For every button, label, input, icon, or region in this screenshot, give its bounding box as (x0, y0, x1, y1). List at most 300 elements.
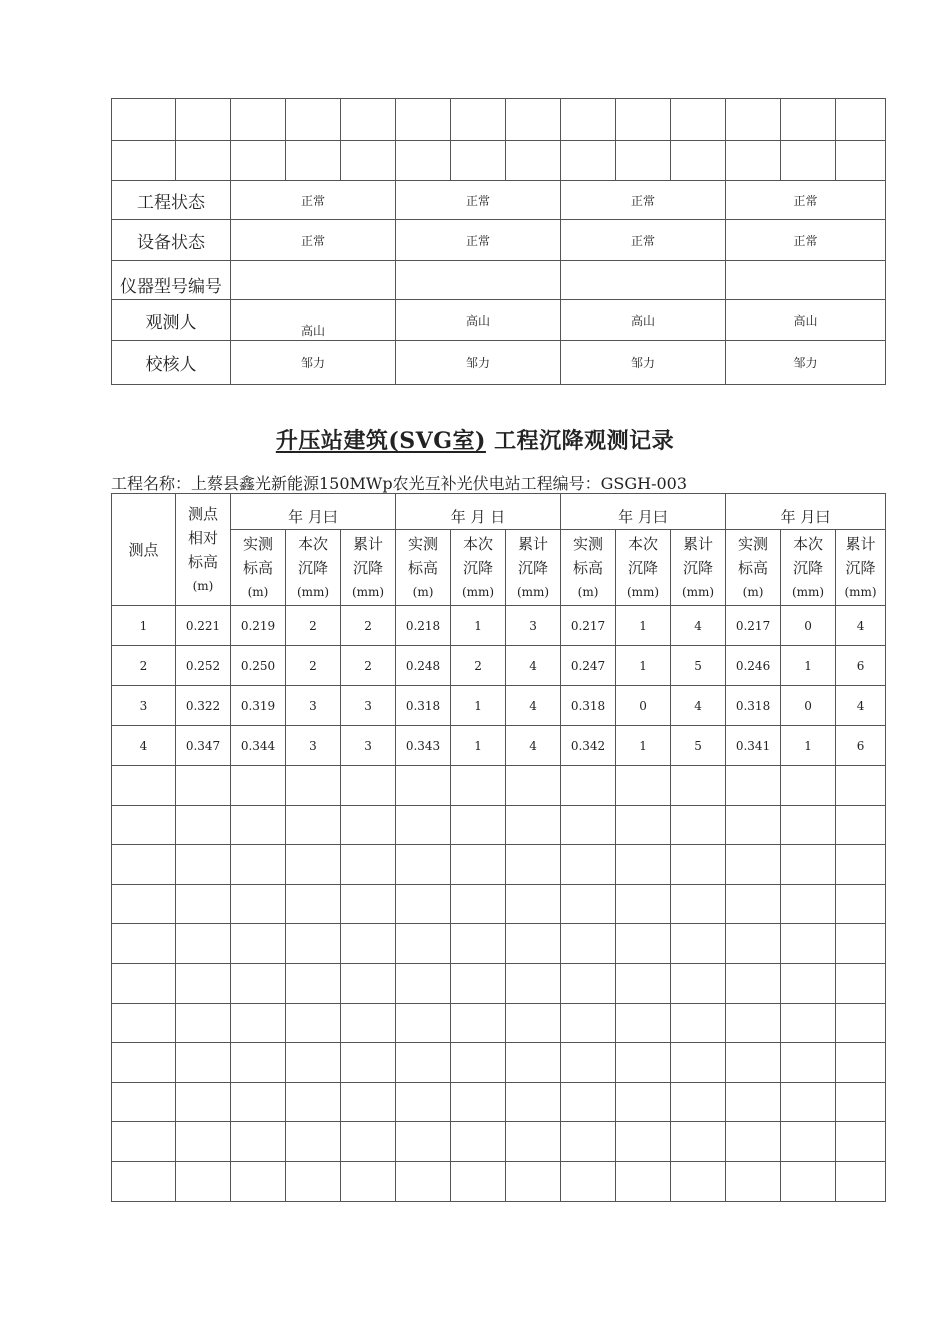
header-unit: (mm) (461, 584, 495, 599)
blank-cell (561, 1082, 616, 1122)
relative-elev-header (176, 494, 231, 606)
document-title-underlined: 升压站建筑(SVG室) (275, 428, 486, 454)
blank-cell (616, 1003, 671, 1043)
header-line: 沉降 (628, 558, 659, 577)
blank-cell (781, 845, 836, 885)
header-line: 本次 (297, 534, 328, 553)
row-label: 校核人 (112, 341, 231, 385)
blank-cell (286, 884, 341, 924)
blank-cell (781, 1043, 836, 1083)
point-number-cell: 3 (112, 686, 176, 726)
blank-cell (396, 805, 451, 845)
blank-cell (671, 963, 726, 1003)
blank-cell (781, 1003, 836, 1043)
blank-cell (726, 141, 781, 181)
blank-cell (286, 766, 341, 806)
blank-cell (671, 766, 726, 806)
blank-cell (341, 1003, 396, 1043)
table-row (112, 606, 886, 646)
table-row (112, 646, 886, 686)
blank-cell (671, 805, 726, 845)
blank-cell (396, 845, 451, 885)
blank-cell (176, 1003, 231, 1043)
blank-cell (561, 1043, 616, 1083)
value-cell: 2 (341, 646, 396, 686)
header-line: 标高 (573, 558, 604, 577)
blank-cell (726, 1043, 781, 1083)
value-cell: 0.343 (396, 726, 451, 766)
blank-cell (671, 99, 726, 141)
value-cell: 2 (286, 646, 341, 686)
cumulative-settlement-header (671, 530, 726, 606)
blank-cell (341, 766, 396, 806)
blank-cell (451, 1003, 506, 1043)
blank-cell (451, 963, 506, 1003)
header-line: 本次 (793, 534, 824, 553)
blank-cell (726, 1161, 781, 1201)
blank-cell (341, 141, 396, 181)
value-cell: 1 (451, 606, 506, 646)
blank-cell (561, 1122, 616, 1162)
instrument-cell (561, 261, 726, 300)
blank-cell (616, 963, 671, 1003)
point-number-cell: 2 (112, 646, 176, 686)
value-cell: 0.248 (396, 646, 451, 686)
status-row-engineering (112, 181, 886, 220)
header-line: 标高 (408, 558, 439, 577)
value-cell: 2 (341, 606, 396, 646)
blank-cell (451, 924, 506, 964)
checker-cell: 邹力 (726, 341, 886, 385)
blank-cell (561, 924, 616, 964)
blank-cell (836, 141, 886, 181)
value-cell: 0 (781, 686, 836, 726)
this-settlement-header (286, 530, 341, 606)
point-number-cell: 4 (112, 726, 176, 766)
value-cell: 0.318 (561, 686, 616, 726)
blank-cell (396, 1082, 451, 1122)
blank-cell (836, 1161, 886, 1201)
blank-cell (341, 884, 396, 924)
status-cell: 正常 (561, 181, 726, 220)
blank-cell (286, 1043, 341, 1083)
empty-row (112, 845, 886, 885)
top-status-table (111, 98, 886, 385)
date-header: 年 月曰 (231, 494, 396, 530)
value-cell: 3 (286, 686, 341, 726)
blank-cell (781, 1082, 836, 1122)
value-cell: 0.341 (726, 726, 781, 766)
value-cell: 0.322 (176, 686, 231, 726)
blank-cell (726, 884, 781, 924)
header-line: 本次 (463, 534, 494, 553)
value-cell: 0.217 (561, 606, 616, 646)
blank-cell (781, 884, 836, 924)
blank-cell (616, 805, 671, 845)
header-line: 相对 (187, 528, 218, 547)
blank-cell (176, 141, 231, 181)
value-cell: 4 (836, 686, 886, 726)
blank-cell (286, 924, 341, 964)
value-cell: 0 (781, 606, 836, 646)
blank-cell (561, 963, 616, 1003)
table-row (112, 686, 886, 726)
header-line: 标高 (738, 558, 769, 577)
blank-cell (231, 963, 286, 1003)
blank-cell (726, 805, 781, 845)
value-cell: 4 (671, 686, 726, 726)
observer-cell: 高山 (726, 300, 886, 341)
blank-cell (176, 99, 231, 141)
value-cell: 3 (341, 726, 396, 766)
blank-cell (726, 845, 781, 885)
blank-cell (176, 1161, 231, 1201)
header-unit: (mm) (791, 584, 825, 599)
blank-cell (726, 924, 781, 964)
header-unit: (mm) (844, 584, 877, 599)
value-cell: 0.252 (176, 646, 231, 686)
status-cell: 正常 (726, 220, 886, 261)
value-cell: 0.318 (396, 686, 451, 726)
header-unit: (mm) (626, 584, 660, 599)
blank-cell (781, 141, 836, 181)
blank-cell (451, 766, 506, 806)
header-unit: (mm) (516, 584, 550, 599)
measured-elev-header (561, 530, 616, 606)
blank-cell (176, 1122, 231, 1162)
header-line: 沉降 (353, 558, 384, 577)
date-header: 年 月曰 (561, 494, 726, 530)
blank-cell (726, 963, 781, 1003)
blank-cell (112, 766, 176, 806)
blank-cell (781, 924, 836, 964)
date-header-row (112, 494, 886, 530)
blank-cell (112, 963, 176, 1003)
blank-cell (781, 766, 836, 806)
blank-cell (561, 884, 616, 924)
status-cell: 正常 (396, 220, 561, 261)
header-line: 测点 (187, 504, 218, 523)
this-settlement-header (616, 530, 671, 606)
value-cell: 1 (451, 726, 506, 766)
blank-cell (671, 1082, 726, 1122)
header-line: 标高 (187, 552, 218, 571)
blank-cell (396, 884, 451, 924)
value-cell: 0.250 (231, 646, 286, 686)
blank-cell (176, 1043, 231, 1083)
measured-elev-header (231, 530, 286, 606)
value-cell: 4 (506, 646, 561, 686)
blank-cell (112, 1003, 176, 1043)
cumulative-settlement-header (506, 530, 561, 606)
value-cell: 0.218 (396, 606, 451, 646)
blank-cell (396, 963, 451, 1003)
status-cell: 正常 (561, 220, 726, 261)
blank-cell (396, 99, 451, 141)
blank-cell (231, 805, 286, 845)
measured-elev-header (396, 530, 451, 606)
blank-cell (671, 1122, 726, 1162)
blank-cell (836, 805, 886, 845)
blank-cell (231, 766, 286, 806)
blank-cell (561, 766, 616, 806)
header-line: 沉降 (463, 558, 494, 577)
cumulative-settlement-header (341, 530, 396, 606)
value-cell: 0 (616, 686, 671, 726)
blank-cell (231, 884, 286, 924)
blank-cell (561, 805, 616, 845)
blank-cell (341, 845, 396, 885)
value-cell: 6 (836, 726, 886, 766)
this-settlement-header (451, 530, 506, 606)
blank-cell (836, 99, 886, 141)
document-title (0, 424, 950, 455)
observer-cell: 高山 (396, 300, 561, 341)
blank-cell (112, 99, 176, 141)
blank-cell (396, 766, 451, 806)
blank-cell (506, 805, 561, 845)
blank-cell (616, 99, 671, 141)
blank-cell (671, 845, 726, 885)
blank-cell (506, 963, 561, 1003)
status-row-equipment (112, 220, 886, 261)
blank-cell (561, 1003, 616, 1043)
header-line: 累计 (353, 534, 384, 553)
status-row-instrument (112, 261, 886, 300)
value-cell: 4 (506, 686, 561, 726)
blank-cell (836, 884, 886, 924)
blank-cell (671, 1043, 726, 1083)
value-cell: 4 (836, 606, 886, 646)
table-row (112, 726, 886, 766)
cumulative-settlement-header (836, 530, 886, 606)
blank-cell (836, 963, 886, 1003)
blank-cell (616, 924, 671, 964)
header-unit: (mm) (681, 584, 715, 599)
value-cell: 3 (341, 686, 396, 726)
blank-cell (112, 1082, 176, 1122)
blank-cell (341, 1082, 396, 1122)
point-number-cell: 1 (112, 606, 176, 646)
value-cell: 1 (616, 726, 671, 766)
blank-cell (341, 924, 396, 964)
blank-cell (286, 1082, 341, 1122)
blank-cell (726, 99, 781, 141)
blank-cell (286, 1122, 341, 1162)
value-cell: 1 (616, 646, 671, 686)
blank-cell (286, 805, 341, 845)
blank-cell (451, 1122, 506, 1162)
blank-cell (726, 766, 781, 806)
blank-cell (671, 1161, 726, 1201)
header-unit: (m) (742, 584, 764, 599)
header-line: 累计 (845, 534, 876, 553)
value-cell: 4 (671, 606, 726, 646)
blank-cell (286, 1003, 341, 1043)
blank-cell (836, 1043, 886, 1083)
blank-cell (781, 99, 836, 141)
blank-cell (506, 766, 561, 806)
header-line: 累计 (683, 534, 714, 553)
header-line: 累计 (518, 534, 549, 553)
value-cell: 2 (451, 646, 506, 686)
blank-cell (176, 805, 231, 845)
blank-cell (451, 1161, 506, 1201)
blank-cell (112, 1122, 176, 1162)
checker-cell: 邹力 (231, 341, 396, 385)
row-label: 工程状态 (112, 181, 231, 220)
blank-cell (561, 99, 616, 141)
blank-cell (176, 1082, 231, 1122)
blank-cell (231, 1122, 286, 1162)
blank-cell (836, 1003, 886, 1043)
blank-cell (561, 1161, 616, 1201)
blank-cell (341, 805, 396, 845)
blank-cell (286, 99, 341, 141)
value-cell: 1 (781, 726, 836, 766)
blank-cell (561, 845, 616, 885)
row-label: 仪器型号编号 (112, 261, 231, 300)
blank-cell (396, 141, 451, 181)
blank-cell (506, 1082, 561, 1122)
blank-cell (112, 924, 176, 964)
blank-cell (341, 99, 396, 141)
value-cell: 5 (671, 726, 726, 766)
blank-cell (836, 1122, 886, 1162)
blank-cell (726, 1082, 781, 1122)
value-cell: 0.347 (176, 726, 231, 766)
status-cell: 正常 (231, 181, 396, 220)
blank-cell (561, 141, 616, 181)
blank-row (112, 99, 886, 141)
value-cell: 6 (836, 646, 886, 686)
checker-cell: 邹力 (561, 341, 726, 385)
blank-row (112, 141, 886, 181)
blank-cell (112, 1161, 176, 1201)
blank-cell (616, 884, 671, 924)
blank-cell (231, 924, 286, 964)
header-line: 实测 (738, 534, 769, 553)
value-cell: 0.217 (726, 606, 781, 646)
row-label: 设备状态 (112, 220, 231, 261)
header-unit: (m) (192, 578, 214, 593)
this-settlement-header (781, 530, 836, 606)
blank-cell (341, 1122, 396, 1162)
blank-cell (396, 1161, 451, 1201)
blank-cell (781, 963, 836, 1003)
header-unit: (m) (247, 584, 269, 599)
blank-cell (231, 1003, 286, 1043)
empty-row (112, 884, 886, 924)
blank-cell (506, 924, 561, 964)
blank-cell (726, 1003, 781, 1043)
blank-cell (231, 845, 286, 885)
settlement-record-table (111, 493, 886, 1202)
blank-cell (781, 805, 836, 845)
header-unit: (m) (412, 584, 434, 599)
blank-cell (396, 1003, 451, 1043)
instrument-cell (726, 261, 886, 300)
blank-cell (396, 1043, 451, 1083)
instrument-cell (396, 261, 561, 300)
row-label: 观测人 (112, 300, 231, 341)
header-line: 实测 (408, 534, 439, 553)
blank-cell (231, 99, 286, 141)
value-cell: 5 (671, 646, 726, 686)
empty-row (112, 1122, 886, 1162)
header-line: 沉降 (518, 558, 549, 577)
blank-cell (616, 1082, 671, 1122)
empty-row (112, 1003, 886, 1043)
observer-cell: 高山 (561, 300, 726, 341)
blank-cell (176, 963, 231, 1003)
blank-cell (506, 99, 561, 141)
blank-cell (671, 141, 726, 181)
blank-cell (231, 141, 286, 181)
blank-cell (781, 1122, 836, 1162)
blank-cell (231, 1043, 286, 1083)
header-line: 沉降 (845, 558, 876, 577)
value-cell: 1 (781, 646, 836, 686)
blank-cell (112, 1043, 176, 1083)
blank-cell (671, 884, 726, 924)
header-line: 实测 (242, 534, 273, 553)
empty-row (112, 766, 886, 806)
observer-cell: 高山 (231, 300, 396, 341)
header-line: 标高 (242, 558, 273, 577)
document-title-rest: 工程沉降观测记录 (494, 428, 675, 454)
blank-cell (671, 1003, 726, 1043)
value-cell: 0.342 (561, 726, 616, 766)
status-cell: 正常 (396, 181, 561, 220)
blank-cell (616, 1122, 671, 1162)
blank-cell (836, 845, 886, 885)
blank-cell (781, 1161, 836, 1201)
blank-cell (506, 845, 561, 885)
status-row-checker (112, 341, 886, 385)
empty-row (112, 1082, 886, 1122)
blank-cell (506, 1122, 561, 1162)
status-cell: 正常 (231, 220, 396, 261)
blank-cell (286, 1161, 341, 1201)
empty-row (112, 924, 886, 964)
blank-cell (616, 766, 671, 806)
blank-cell (451, 1043, 506, 1083)
point-header: 测点 (112, 494, 176, 606)
blank-cell (176, 845, 231, 885)
status-row-observer (112, 300, 886, 341)
blank-cell (341, 1161, 396, 1201)
header-line: 沉降 (683, 558, 714, 577)
blank-cell (451, 845, 506, 885)
value-cell: 0.221 (176, 606, 231, 646)
blank-cell (286, 963, 341, 1003)
blank-cell (231, 1161, 286, 1201)
value-cell: 1 (616, 606, 671, 646)
blank-cell (671, 924, 726, 964)
empty-row (112, 1161, 886, 1201)
blank-cell (396, 1122, 451, 1162)
blank-cell (506, 141, 561, 181)
blank-cell (286, 845, 341, 885)
header-line: 实测 (573, 534, 604, 553)
value-cell: 4 (506, 726, 561, 766)
header-line: 本次 (628, 534, 659, 553)
blank-cell (176, 766, 231, 806)
blank-cell (112, 805, 176, 845)
status-cell: 正常 (726, 181, 886, 220)
value-cell: 2 (286, 606, 341, 646)
